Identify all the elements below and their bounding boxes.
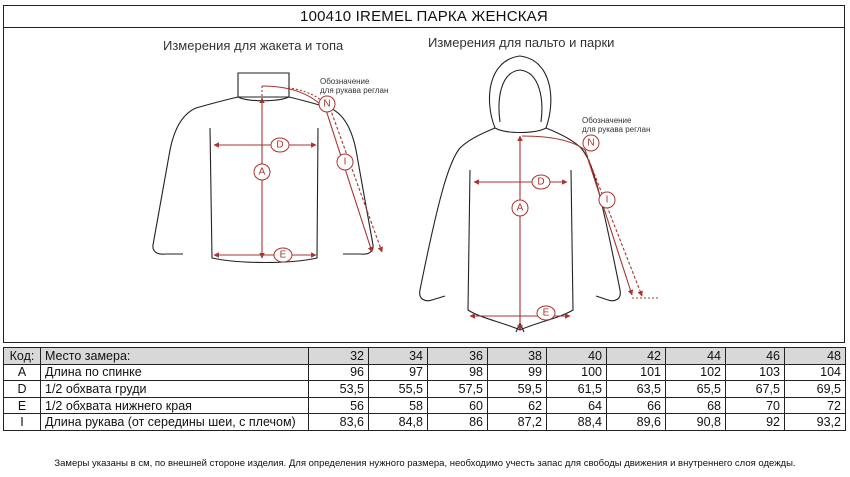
row-value: 99 — [488, 364, 547, 381]
label-d-jacket: D — [276, 139, 284, 151]
row-value: 66 — [607, 397, 666, 414]
raglan-note-parka-1: Обозначение — [582, 116, 632, 125]
row-value: 67,5 — [726, 381, 785, 398]
header-code: Код: — [4, 348, 41, 365]
jacket-caption: Измерения для жакета и топа — [163, 38, 344, 53]
header-size: 42 — [607, 348, 666, 365]
label-n-jacket: N — [323, 98, 331, 110]
row-value: 87,2 — [488, 414, 547, 431]
header-size: 40 — [547, 348, 607, 365]
row-place: Длина рукава (от середины шеи, с плечом) — [41, 414, 309, 431]
label-a-parka: A — [516, 202, 524, 214]
jacket-measurements — [214, 86, 382, 258]
row-value: 64 — [547, 397, 607, 414]
label-i-jacket: I — [343, 156, 347, 168]
header-place: Место замера: — [41, 348, 309, 365]
jacket-labels — [254, 77, 388, 262]
row-value: 69,5 — [785, 381, 846, 398]
row-place: 1/2 обхвата нижнего края — [41, 397, 309, 414]
label-a-jacket: A — [258, 166, 266, 178]
row-place: Длина по спинке — [41, 364, 309, 381]
header-size: 48 — [785, 348, 846, 365]
row-value: 101 — [607, 364, 666, 381]
row-value: 88,4 — [547, 414, 607, 431]
label-d-parka: D — [537, 176, 545, 188]
row-code: A — [4, 364, 41, 381]
row-value: 83,6 — [309, 414, 369, 431]
row-value: 62 — [488, 397, 547, 414]
header-size: 44 — [666, 348, 726, 365]
size-table — [3, 347, 846, 431]
header-size: 46 — [726, 348, 785, 365]
row-value: 58 — [369, 397, 428, 414]
row-value: 61,5 — [547, 381, 607, 398]
row-value: 89,6 — [607, 414, 666, 431]
row-value: 86 — [428, 414, 488, 431]
row-value: 56 — [309, 397, 369, 414]
row-code: E — [4, 397, 41, 414]
row-value: 59,5 — [488, 381, 547, 398]
row-value: 68 — [666, 397, 726, 414]
table-row — [4, 381, 846, 398]
row-value: 55,5 — [369, 381, 428, 398]
label-e-parka: E — [542, 307, 550, 319]
raglan-note-jacket-2: для рукава реглан — [320, 86, 389, 95]
parka-measurements — [470, 136, 660, 330]
raglan-note-jacket-1: Обозначение — [320, 77, 370, 86]
row-value: 72 — [785, 397, 846, 414]
row-value: 53,5 — [309, 381, 369, 398]
row-value: 92 — [726, 414, 785, 431]
table-row — [4, 397, 846, 414]
parka-caption: Измерения для пальто и парки — [428, 35, 615, 50]
header-size: 34 — [369, 348, 428, 365]
table-row — [4, 364, 846, 381]
row-value: 70 — [726, 397, 785, 414]
header-size: 38 — [488, 348, 547, 365]
table-header-row — [4, 348, 846, 365]
row-place: 1/2 обхвата груди — [41, 381, 309, 398]
row-value: 103 — [726, 364, 785, 381]
row-value: 97 — [369, 364, 428, 381]
row-value: 102 — [666, 364, 726, 381]
row-value: 98 — [428, 364, 488, 381]
raglan-note-parka-2: для рукава реглан — [582, 125, 651, 134]
row-code: I — [4, 414, 41, 431]
table-row — [4, 414, 846, 431]
row-value: 100 — [547, 364, 607, 381]
page-title: 100410 IREMEL ПАРКА ЖЕНСКАЯ — [4, 6, 844, 28]
row-value: 63,5 — [607, 381, 666, 398]
row-value: 104 — [785, 364, 846, 381]
row-value: 60 — [428, 397, 488, 414]
row-value: 57,5 — [428, 381, 488, 398]
header-size: 32 — [309, 348, 369, 365]
label-n-parka: N — [587, 137, 595, 149]
row-value: 96 — [309, 364, 369, 381]
footnote: Замеры указаны в см, по внешней стороне изделия. Для определения нужного размера, необходимо учесть запас для свободы движения и внутреннего слоя одежды. — [54, 458, 796, 469]
row-value: 84,8 — [369, 414, 428, 431]
label-e-jacket: E — [279, 249, 287, 261]
row-value: 93,2 — [785, 414, 846, 431]
header-size: 36 — [428, 348, 488, 365]
row-value: 65,5 — [666, 381, 726, 398]
row-value: 90,8 — [666, 414, 726, 431]
row-code: D — [4, 381, 41, 398]
label-i-parka: I — [605, 194, 609, 206]
